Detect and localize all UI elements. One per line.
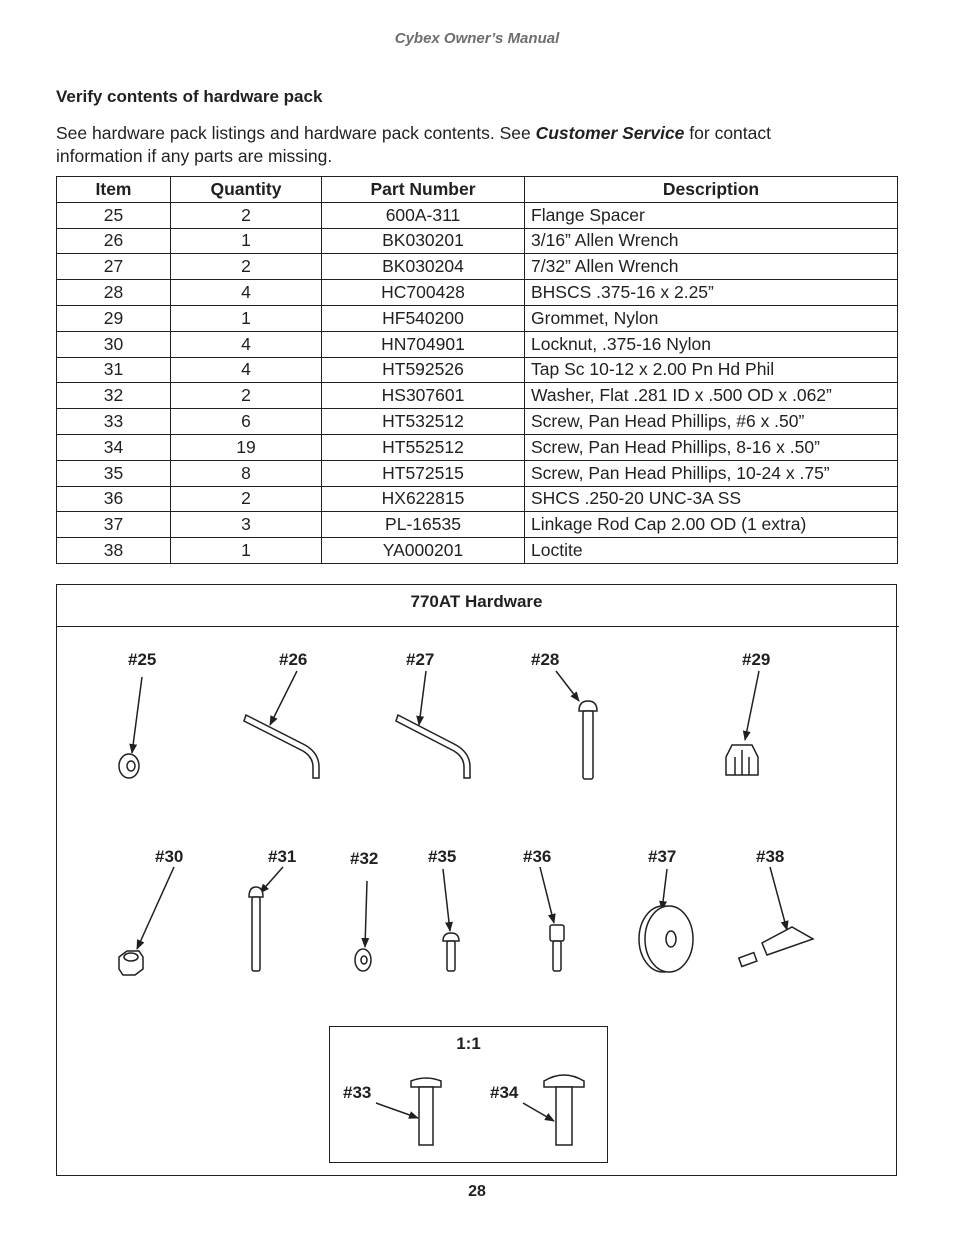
- label-part-38: #38: [756, 847, 785, 866]
- cell-description: Locknut, .375-16 Nylon: [525, 331, 898, 357]
- label-part-28: #28: [531, 650, 560, 669]
- cell-item: 27: [57, 254, 171, 280]
- cell-item: 30: [57, 331, 171, 357]
- cell-part-number: HS307601: [322, 383, 525, 409]
- cell-quantity: 19: [171, 434, 322, 460]
- label-part-25: #25: [128, 650, 157, 669]
- label-part-30: #30: [155, 847, 184, 866]
- section-title: Verify contents of hardware pack: [56, 87, 323, 106]
- pan-head-screw-10-24-drawing: [443, 933, 459, 971]
- cell-description: Washer, Flat .281 ID x .500 OD x .062”: [525, 383, 898, 409]
- allen-wrench-3-16-drawing: [244, 715, 319, 778]
- cell-part-number: HT592526: [322, 357, 525, 383]
- cell-part-number: HF540200: [322, 305, 525, 331]
- cell-item: 38: [57, 538, 171, 564]
- label-part-29: #29: [742, 650, 771, 669]
- table-row: [57, 512, 898, 538]
- running-header: Cybex Owner’s Manual: [394, 30, 560, 47]
- cell-item: 31: [57, 357, 171, 383]
- table-row: [57, 409, 898, 435]
- table-row: [57, 357, 898, 383]
- cell-quantity: 1: [171, 228, 322, 254]
- page-number: 28: [468, 1183, 486, 1200]
- cell-description: Loctite: [525, 538, 898, 564]
- cell-part-number: HT532512: [322, 409, 525, 435]
- cell-part-number: YA000201: [322, 538, 525, 564]
- label-part-34: #34: [490, 1083, 519, 1102]
- table-body: [57, 202, 898, 563]
- column-header-quantity: Quantity: [171, 177, 322, 203]
- figure-title: 770AT Hardware: [410, 592, 543, 611]
- label-part-26: #26: [279, 650, 308, 669]
- cell-item: 35: [57, 460, 171, 486]
- cell-part-number: HC700428: [322, 280, 525, 306]
- cell-description: BHSCS .375-16 x 2.25”: [525, 280, 898, 306]
- cell-description: Tap Sc 10-12 x 2.00 Pn Hd Phil: [525, 357, 898, 383]
- cell-quantity: 4: [171, 280, 322, 306]
- cell-part-number: BK030204: [322, 254, 525, 280]
- flange-spacer-drawing: [119, 754, 139, 778]
- cell-part-number: HT572515: [322, 460, 525, 486]
- cell-description: Flange Spacer: [525, 202, 898, 228]
- allen-wrench-7-32-drawing: [396, 715, 470, 778]
- cell-part-number: PL-16535: [322, 512, 525, 538]
- cell-item: 29: [57, 305, 171, 331]
- column-header-part-number: Part Number: [322, 177, 525, 203]
- intro-paragraph: [56, 122, 856, 168]
- cell-quantity: 2: [171, 254, 322, 280]
- cell-description: Screw, Pan Head Phillips, 8-16 x .50”: [525, 434, 898, 460]
- cell-item: 36: [57, 486, 171, 512]
- cell-description: Screw, Pan Head Phillips, #6 x .50”: [525, 409, 898, 435]
- intro-text-end: for contact information if any parts are missing.: [56, 123, 771, 166]
- cell-quantity: 8: [171, 460, 322, 486]
- flat-washer-drawing: [355, 949, 371, 971]
- table-row: [57, 228, 898, 254]
- loctite-tube-drawing: [739, 927, 813, 966]
- cell-item: 25: [57, 202, 171, 228]
- scale-label: 1:1: [456, 1034, 481, 1053]
- label-part-33: #33: [343, 1083, 372, 1102]
- cell-quantity: 4: [171, 331, 322, 357]
- cell-item: 28: [57, 280, 171, 306]
- intro-text: See hardware pack listings and hardware pack contents. See: [56, 123, 536, 143]
- cell-description: 3/16” Allen Wrench: [525, 228, 898, 254]
- label-part-35: #35: [428, 847, 457, 866]
- label-part-27: #27: [406, 650, 435, 669]
- nylon-grommet-drawing: [726, 745, 758, 775]
- cell-part-number: HX622815: [322, 486, 525, 512]
- column-header-description: Description: [525, 177, 898, 203]
- cell-part-number: 600A-311: [322, 202, 525, 228]
- cell-quantity: 3: [171, 512, 322, 538]
- table-row: [57, 486, 898, 512]
- table-row: [57, 280, 898, 306]
- table-row: [57, 383, 898, 409]
- label-part-36: #36: [523, 847, 552, 866]
- column-header-item: Item: [57, 177, 171, 203]
- cell-description: 7/32” Allen Wrench: [525, 254, 898, 280]
- hardware-table: [56, 176, 898, 564]
- hardware-figure: [56, 584, 897, 1176]
- tapping-screw-drawing: [249, 887, 263, 971]
- cell-part-number: HT552512: [322, 434, 525, 460]
- cell-description: Linkage Rod Cap 2.00 OD (1 extra): [525, 512, 898, 538]
- table-row: [57, 460, 898, 486]
- linkage-rod-cap-drawing: [639, 906, 693, 972]
- cell-part-number: BK030201: [322, 228, 525, 254]
- cell-quantity: 2: [171, 486, 322, 512]
- cell-description: Screw, Pan Head Phillips, 10-24 x .75”: [525, 460, 898, 486]
- cell-quantity: 1: [171, 538, 322, 564]
- cell-item: 34: [57, 434, 171, 460]
- cell-quantity: 2: [171, 202, 322, 228]
- cell-item: 26: [57, 228, 171, 254]
- cell-quantity: 4: [171, 357, 322, 383]
- cell-quantity: 1: [171, 305, 322, 331]
- cell-item: 37: [57, 512, 171, 538]
- label-part-37: #37: [648, 847, 677, 866]
- cell-description: SHCS .250-20 UNC-3A SS: [525, 486, 898, 512]
- cell-quantity: 6: [171, 409, 322, 435]
- table-row: [57, 202, 898, 228]
- cell-item: 32: [57, 383, 171, 409]
- cell-part-number: HN704901: [322, 331, 525, 357]
- cell-description: Grommet, Nylon: [525, 305, 898, 331]
- cell-quantity: 2: [171, 383, 322, 409]
- table-row: [57, 434, 898, 460]
- table-row: [57, 331, 898, 357]
- table-row: [57, 538, 898, 564]
- locknut-drawing: [119, 951, 143, 975]
- cell-item: 33: [57, 409, 171, 435]
- socket-head-screw-drawing: [550, 925, 564, 971]
- table-row: [57, 254, 898, 280]
- table-row: [57, 305, 898, 331]
- table-header-row: [57, 177, 898, 203]
- label-part-32: #32: [350, 849, 379, 868]
- customer-service-reference: Customer Service: [535, 123, 685, 143]
- button-head-screw-drawing: [579, 701, 597, 779]
- label-part-31: #31: [268, 847, 297, 866]
